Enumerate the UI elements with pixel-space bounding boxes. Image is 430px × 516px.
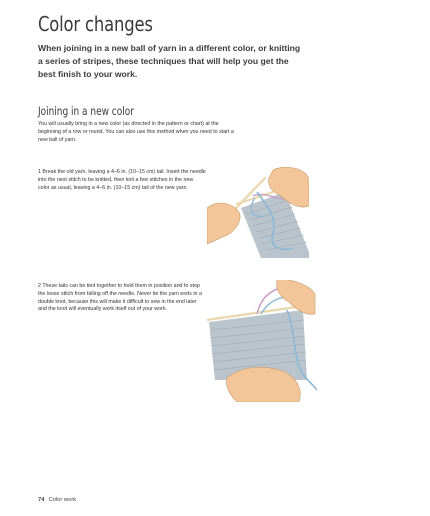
footer-section-name: Color work <box>48 497 77 503</box>
intro-paragraph: When joining in a new ball of yarn in a different color, or knitting a series of stripes, these techniques that will help you get the best finish to your work. <box>38 43 301 79</box>
page-number: 74 <box>38 497 45 503</box>
step-2-text: 2 These tails can be tied together to hold them in position and to stop the loose stitch from falling off the needle. Never tie the yarn ends in a double knot, because this will make it difficult to sew in the end later and the knot will eventually work itself out of your work. <box>38 283 202 313</box>
page-title: Color changes <box>38 12 153 36</box>
section-body: You will usually bring in a new color (as directed in the pattern or chart) at the beginning of a row or round. You can also use this method when you need to start a new ball of yarn. <box>38 121 234 143</box>
knitting-step2-illustration <box>207 280 317 402</box>
section-heading: Joining in a new color <box>38 104 134 118</box>
step-1-text: 1 Break the old yarn, leaving a 4–6 in. (10–15 cm) tail. Insert the needle into the next stitch to be knitted, then knit a few stitches in the new color as usual, leaving a 4–6 in. (10–15 cm) tail of the new yarn. <box>38 169 206 191</box>
page-footer <box>38 497 76 503</box>
knitting-step1-illustration <box>207 162 309 258</box>
